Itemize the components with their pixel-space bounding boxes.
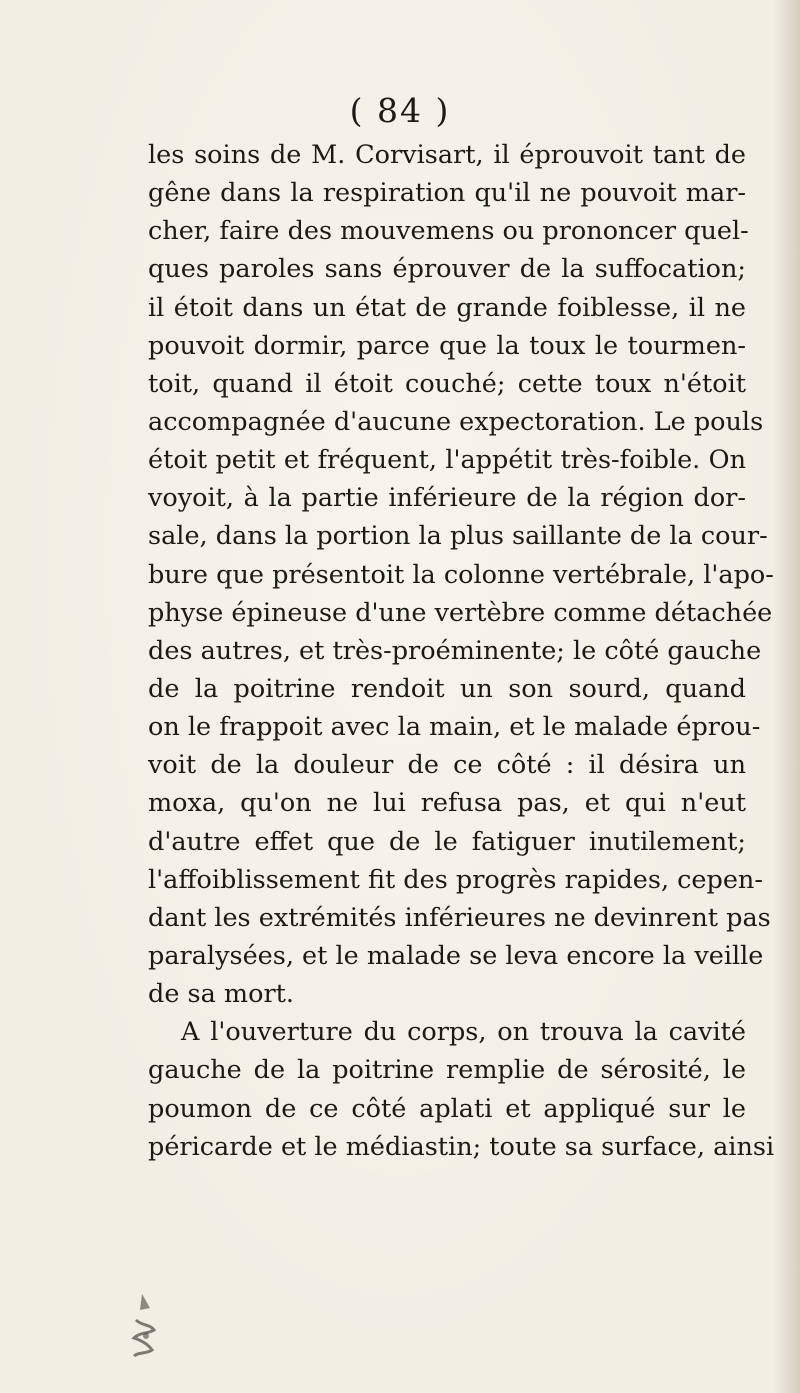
text-line: sale, dans la portion la plus saillante de la cour-	[148, 521, 768, 552]
text-line: de la poitrine rendoit un son sourd, quand	[148, 673, 746, 704]
text-line: d'autre effet que de le fatiguer inutilement;	[148, 826, 746, 857]
text-line: moxa, qu'on ne lui refusa pas, et qui n'eut	[148, 788, 746, 819]
text-line: étoit petit et fréquent, l'appétit très-foible. On	[148, 445, 746, 476]
text-line: bure que présentoit la colonne vertébrale, l'apo-	[148, 559, 774, 590]
text-line: accompagnée d'aucune expectoration. Le pouls	[148, 406, 764, 437]
text-line: A l'ouverture du corps, on trouva la cavité	[181, 1017, 746, 1048]
text-line: pouvoit dormir, parce que la toux le tourmen-	[148, 330, 746, 361]
text-line: toit, quand il étoit couché; cette toux n'étoit	[148, 368, 746, 399]
text-line: il étoit dans un état de grande foiblesse, il ne	[148, 292, 746, 323]
text-line: de sa mort.	[148, 979, 294, 1010]
text-line: voit de la douleur de ce côté : il désira un	[148, 750, 746, 781]
text-line: l'affoiblissement fit des progrès rapides, cepen-	[148, 864, 763, 895]
text-line: paralysées, et le malade se leva encore la veille	[148, 940, 764, 971]
text-line: gauche de la poitrine remplie de sérosité, le	[148, 1055, 746, 1086]
text-line: cher, faire des mouvemens ou prononcer quel-	[148, 216, 749, 247]
page-edge-shadow	[774, 0, 800, 1393]
text-line: péricarde et le médiastin; toute sa surface, ainsi	[148, 1131, 775, 1162]
body-text	[148, 136, 775, 1166]
page-number: ( 84 )	[349, 91, 451, 130]
text-line: on le frappoit avec la main, et le malade éprou-	[148, 712, 761, 743]
text-line: dant les extrémités inférieures ne devinrent pas	[148, 902, 771, 933]
text-line: ques paroles sans éprouver de la suffocation;	[148, 254, 746, 285]
text-line: les soins de M. Corvisart, il éprouvoit tant de	[148, 140, 746, 170]
text-line: physe épineuse d'une vertèbre comme détachée	[148, 597, 773, 628]
text-line: gêne dans la respiration qu'il ne pouvoit mar-	[148, 178, 746, 209]
ink-mark-icon	[128, 1290, 162, 1362]
text-line: voyoit, à la partie inférieure de la région dor-	[148, 483, 746, 514]
text-line: poumon de ce côté aplati et appliqué sur le	[148, 1093, 746, 1124]
text-line: des autres, et très-proéminente; le côté gauche	[148, 635, 762, 666]
